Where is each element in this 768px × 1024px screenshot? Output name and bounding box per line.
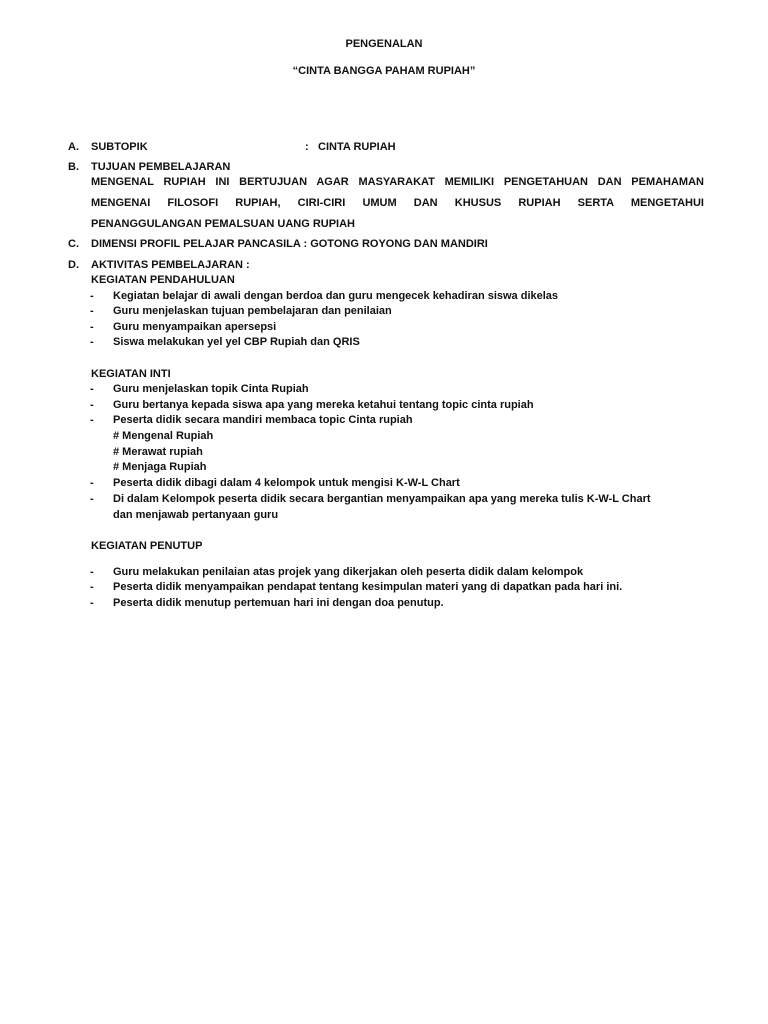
list-item-text: Kegiatan belajar di awali dengan berdoa dan guru mengecek kehadiran siswa dikelas — [113, 290, 559, 302]
list-item-text: Peserta didik dibagi dalam 4 kelompok untuk mengisi K-W-L Chart — [113, 477, 460, 489]
bullet: - — [90, 290, 94, 302]
document-title: PENGENALAN — [345, 38, 423, 50]
section-a-separator: : — [305, 141, 309, 153]
paragraph-line: MENGENAI FILOSOFI RUPIAH, CIRI-CIRI UMUM DAN KHUSUS RUPIAH SERTA MENGETAHUI — [91, 197, 704, 209]
bullet: - — [90, 597, 94, 609]
section-b-label: TUJUAN PEMBELAJARAN — [91, 161, 231, 173]
list-item-text: Guru bertanya kepada siswa apa yang mereka ketahui tentang topic cinta rupiah — [113, 399, 534, 411]
bullet: - — [90, 399, 94, 411]
section-b-paragraph — [91, 172, 704, 235]
list-item-text: Di dalam Kelompok peserta didik secara bergantian menyampaikan apa yang mereka tulis K-W-L Chart — [113, 493, 651, 505]
section-a-value: CINTA RUPIAH — [318, 141, 396, 153]
bullet: - — [90, 581, 94, 593]
list-item-text: Peserta didik menutup pertemuan hari ini dengan doa penutup. — [113, 597, 444, 609]
bullet: - — [90, 566, 94, 578]
section-d-marker: D. — [68, 259, 79, 271]
list-item-text: Guru menyampaikan apersepsi — [113, 321, 277, 333]
section-a-label: SUBTOPIK — [91, 141, 148, 153]
bullet: - — [90, 493, 94, 505]
bullet: - — [90, 336, 94, 348]
section-b-marker: B. — [68, 161, 79, 173]
paragraph-line: PENANGGULANGAN PEMALSUAN UANG RUPIAH — [91, 218, 356, 230]
bullet: - — [90, 477, 94, 489]
bullet: - — [90, 414, 94, 426]
section-d-label: AKTIVITAS PEMBELAJARAN : — [91, 259, 250, 271]
document-page: PENGENALAN “CINTA BANGGA PAHAM RUPIAH” A. SUBTOPIK : CINTA RUPIAH B. TUJUAN PEMBELAJARAN MENGENAL RUPIAH INI BERTUJUAN AGAR MASYARAKAT MEMILIKI PENGETAHUAN DAN PEMAHAMAN MENGENAI FILOSOFI RUPIAH, CIRI-CIRI UMUM DAN KHUSUS RUPIAH SERTA MENGETAHUI PENANGGULANGAN PEMALSUAN UANG RUPIAH C. DIMENSI PROFIL PELAJAR PANCASILA : GOTONG ROYONG DAN MANDIRI D. AKTIVITAS PEMBELAJARAN : KEGIATAN PENDAHULUAN - Kegiatan belajar di awali dengan berdoa dan guru mengecek kehadiran siswa dikelas - Guru menjelaskan tujuan pembelajaran dan penilaian - Guru menyampaikan apersepsi - Siswa melakukan yel yel CBP Rupiah dan QRIS KEGIATAN INTI - Guru menjelaskan topik Cinta Rupiah - Guru bertanya kepada siswa apa yang mereka ketahui tentang topic cinta rupiah - Peserta didik secara mandiri membaca topic Cinta rupiah # Mengenal Rupiah # Merawat rupiah # Menjaga Rupiah - Peserta didik dibagi dalam 4 kelompok untuk mengisi K-W-L Chart - Di dalam Kelompok peserta didik secara bergantian menyampaikan apa yang mereka tulis K-W-L Chart dan menjawab pertanyaan guru KEGIATAN PENUTUP - Guru melakukan penilaian atas projek yang dikerjakan oleh peserta didik dalam kelompok - Peserta didik menyampaikan pendapat tentang kesimpulan materi yang di dapatkan pada hari ini. - Peserta didik menutup pertemuan hari ini dengan doa penutup. — [0, 0, 768, 1024]
section-c-text: DIMENSI PROFIL PELAJAR PANCASILA : GOTONG ROYONG DAN MANDIRI — [91, 238, 488, 250]
list-item-text: Guru melakukan penilaian atas projek yang dikerjakan oleh peserta didik dalam kelompok — [113, 566, 584, 578]
bullet: - — [90, 305, 94, 317]
list-item-text: Peserta didik secara mandiri membaca topic Cinta rupiah — [113, 414, 413, 426]
section-a-marker: A. — [68, 141, 79, 153]
list-item-text: Peserta didik menyampaikan pendapat tentang kesimpulan materi yang di dapatkan pada hari ini. — [113, 581, 623, 593]
list-item-text: Siswa melakukan yel yel CBP Rupiah dan QRIS — [113, 336, 360, 348]
paragraph-line: MENGENAL RUPIAH INI BERTUJUAN AGAR MASYARAKAT MEMILIKI PENGETAHUAN DAN PEMAHAMAN — [91, 176, 704, 188]
bullet: - — [90, 383, 94, 395]
document-subtitle: “CINTA BANGGA PAHAM RUPIAH” — [292, 65, 476, 77]
list-item-text: Guru menjelaskan tujuan pembelajaran dan penilaian — [113, 305, 392, 317]
bullet: - — [90, 321, 94, 333]
section-c-marker: C. — [68, 238, 79, 250]
list-item-text: Guru menjelaskan topik Cinta Rupiah — [113, 383, 309, 395]
